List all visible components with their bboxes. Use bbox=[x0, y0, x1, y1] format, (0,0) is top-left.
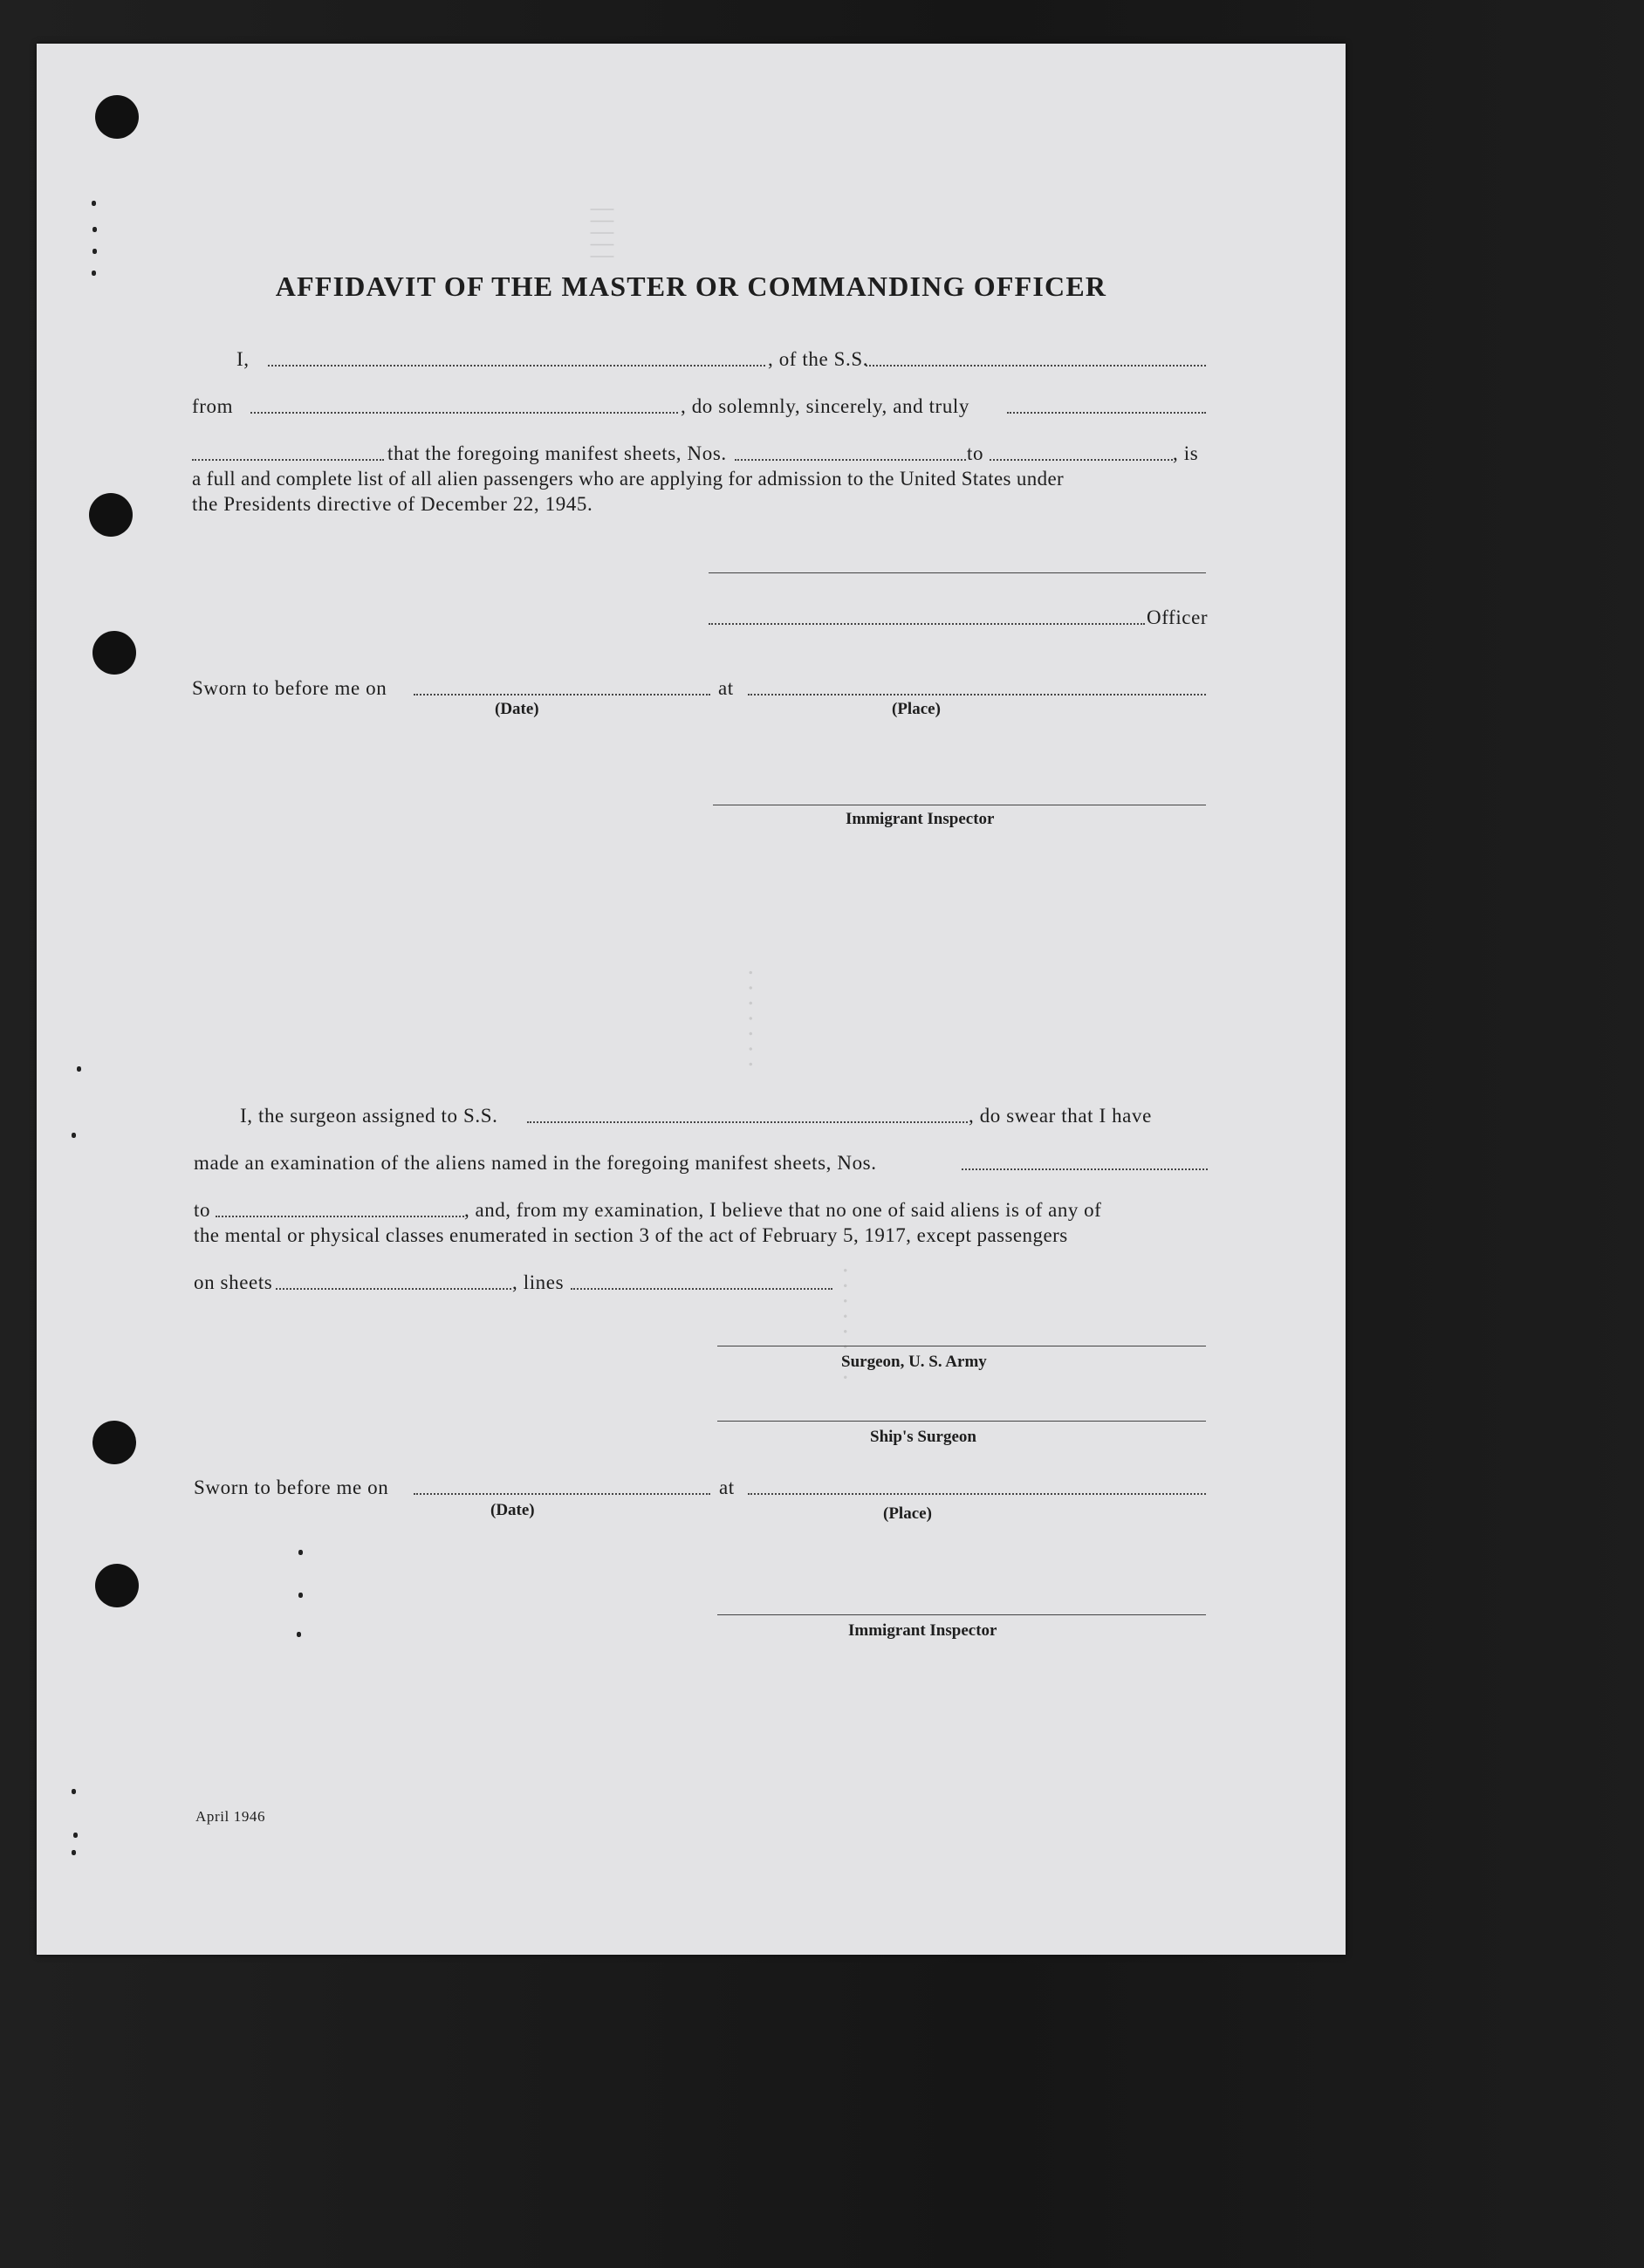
surgeon-ship-name-field[interactable] bbox=[527, 1121, 968, 1123]
master-oath-continued-field[interactable] bbox=[192, 459, 384, 461]
punch-hole bbox=[95, 95, 139, 139]
master-from-port-field[interactable] bbox=[250, 412, 678, 414]
form-title: AFFIDAVIT OF THE MASTER OR COMMANDING OFFICER bbox=[275, 271, 1107, 302]
master-statement-line: a full and complete list of all alien passengers who are applying for admission to the United States under bbox=[192, 468, 1065, 490]
scan-speck bbox=[92, 227, 97, 232]
scan-speck bbox=[77, 1066, 81, 1072]
scan-speck bbox=[72, 1133, 76, 1138]
master-sheets-to-field[interactable] bbox=[990, 459, 1173, 461]
surgeon-sheets-to-field[interactable] bbox=[216, 1216, 464, 1217]
master-ship-name-field[interactable] bbox=[866, 365, 1206, 367]
to-label: to bbox=[967, 442, 984, 464]
scan-speck bbox=[298, 1550, 303, 1555]
manifest-sheets-label: that the foregoing manifest sheets, Nos. bbox=[387, 442, 727, 464]
at-label: at bbox=[718, 677, 734, 699]
of-ss-label: , of the S.S. bbox=[768, 348, 869, 370]
punch-hole bbox=[92, 631, 136, 675]
form-page bbox=[37, 44, 1346, 1955]
surgeon-sworn-date-field[interactable] bbox=[414, 1493, 710, 1495]
master-sworn-date-field[interactable] bbox=[414, 694, 710, 695]
exception-lines-field[interactable] bbox=[571, 1288, 832, 1290]
surgeon-date-caption: (Date) bbox=[490, 1501, 535, 1519]
master-oath-field[interactable] bbox=[1007, 412, 1206, 414]
place-caption: (Place) bbox=[892, 700, 941, 718]
master-signature-field[interactable] bbox=[709, 572, 1206, 573]
lines-label: , lines bbox=[512, 1271, 565, 1293]
scan-speck bbox=[92, 201, 96, 206]
scan-speck bbox=[92, 249, 97, 254]
form-revision-date: April 1946 bbox=[195, 1808, 266, 1825]
bleed-through-mark: · · · · · · · bbox=[736, 968, 765, 1069]
surgeon-statement-line: the mental or physical classes enumerated in section 3 of the act of February 5, 1917, except passengers bbox=[194, 1224, 1068, 1246]
solemnly-label: , do solemnly, sincerely, and truly bbox=[681, 395, 970, 417]
exception-sheets-field[interactable] bbox=[276, 1288, 511, 1290]
surgeon-swear-label: , do swear that I have bbox=[969, 1105, 1152, 1127]
on-sheets-label: on sheets bbox=[194, 1271, 273, 1293]
punch-hole bbox=[95, 1564, 139, 1607]
scan-speck bbox=[72, 1850, 76, 1855]
ship-surgeon-caption: Ship's Surgeon bbox=[870, 1428, 976, 1446]
surgeon-at-label: at bbox=[719, 1477, 735, 1498]
scan-speck bbox=[297, 1632, 301, 1637]
army-surgeon-caption: Surgeon, U. S. Army bbox=[841, 1353, 987, 1371]
surgeon-sheets-from-field[interactable] bbox=[962, 1168, 1208, 1170]
master-i-label: I, bbox=[236, 348, 250, 370]
punch-hole bbox=[89, 493, 133, 537]
surgeon-sworn-label: Sworn to before me on bbox=[194, 1477, 389, 1498]
surgeon-statement-line: , and, from my examination, I believe that no one of said aliens is of any of bbox=[464, 1199, 1102, 1221]
master-name-field[interactable] bbox=[268, 365, 765, 367]
master-statement-line: the Presidents directive of December 22, 1945. bbox=[192, 493, 593, 515]
inspector-caption: Immigrant Inspector bbox=[846, 810, 995, 828]
surgeon-sworn-place-field[interactable] bbox=[748, 1493, 1206, 1495]
punch-hole bbox=[92, 1421, 136, 1464]
is-label: , is bbox=[1173, 442, 1199, 464]
master-sheets-from-field[interactable] bbox=[735, 459, 966, 461]
surgeon-to-label: to bbox=[194, 1199, 211, 1221]
sworn-label: Sworn to before me on bbox=[192, 677, 387, 699]
surgeon-examination-label: made an examination of the aliens named in the foregoing manifest sheets, Nos. bbox=[194, 1152, 877, 1174]
surgeon-inspector-signature-field[interactable] bbox=[717, 1614, 1206, 1615]
scan-speck bbox=[73, 1833, 78, 1838]
surgeon-inspector-caption: Immigrant Inspector bbox=[848, 1621, 997, 1640]
date-caption: (Date) bbox=[495, 700, 539, 718]
surgeon-ss-label: I, the surgeon assigned to S.S. bbox=[240, 1105, 498, 1127]
scan-speck bbox=[298, 1593, 303, 1598]
master-sworn-place-field[interactable] bbox=[748, 694, 1206, 695]
ship-surgeon-signature-field[interactable] bbox=[717, 1421, 1206, 1422]
surgeon-place-caption: (Place) bbox=[883, 1504, 932, 1523]
bleed-through-mark: · · · · · · · · bbox=[831, 1265, 860, 1382]
from-label: from bbox=[192, 395, 234, 417]
scan-speck bbox=[72, 1789, 76, 1794]
officer-signature-field[interactable] bbox=[709, 623, 1145, 625]
bleed-through-mark: | | | | | bbox=[590, 206, 620, 260]
officer-label: Officer bbox=[1147, 606, 1209, 628]
